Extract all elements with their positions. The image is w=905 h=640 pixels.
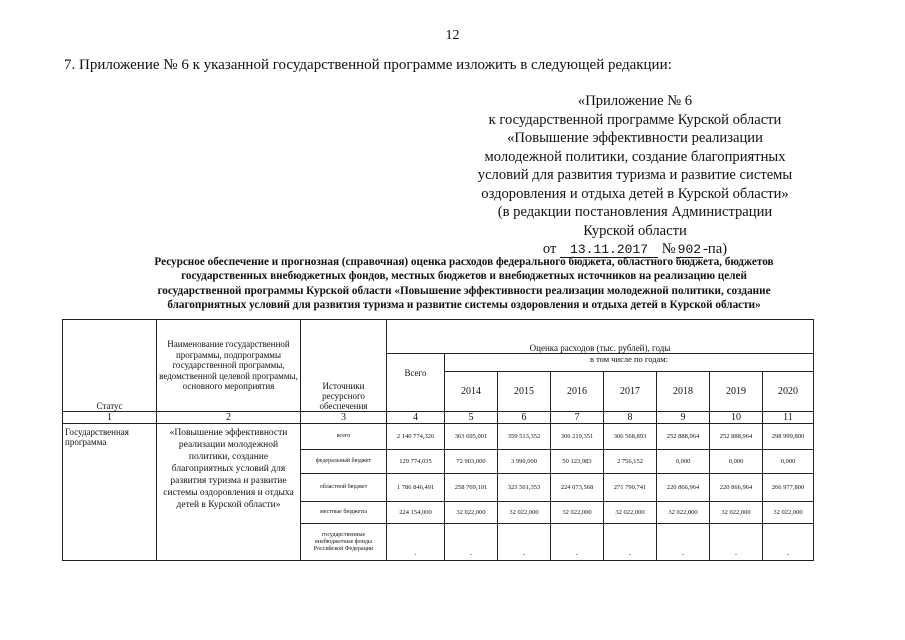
header-year: 2015 [498, 372, 551, 412]
value-cell: 323 501,353 [498, 474, 551, 502]
value-cell: 271 790,741 [604, 474, 657, 502]
annex-line: Курской области [583, 222, 687, 239]
value-cell: 363 695,001 [445, 424, 498, 450]
value-cell: - [551, 524, 604, 561]
value-cell: 3 990,000 [498, 450, 551, 474]
header-year: 2019 [710, 372, 763, 412]
value-cell: - [763, 524, 814, 561]
value-cell: 32 022,000 [551, 502, 604, 524]
value-cell: 359 513,352 [498, 424, 551, 450]
heading-line: Ресурсное обеспечение и прогнозная (справочная) оценка расходов федерального бюджета, областного бюджета, бюджетов [154, 256, 774, 268]
annex-line: оздоровления и отдыха детей в Курской области» [481, 185, 789, 202]
annex-line: «Приложение № 6 [577, 93, 693, 109]
value-cell: - [498, 524, 551, 561]
value-cell: 32 022,000 [657, 502, 710, 524]
value-cell: 72 903,000 [445, 450, 498, 474]
header-year: 2016 [551, 372, 604, 412]
annex-line: к государственной программе Курской области [488, 111, 782, 128]
value-cell: 32 022,000 [498, 502, 551, 524]
value-cell: 32 022,000 [604, 502, 657, 524]
column-number: 9 [657, 412, 710, 424]
header-year: 2014 [445, 372, 498, 412]
header-year: 2020 [763, 372, 814, 412]
annex-line: (в редакции постановления Администрации [497, 204, 773, 220]
value-cell: 0,000 [710, 450, 763, 474]
value-cell: - [387, 524, 445, 561]
header-estimate: Оценка расходов (тыс. рублей), годы [387, 320, 814, 354]
header-by-years: в том числе по годам: [445, 354, 814, 372]
resource-table [62, 319, 814, 561]
decree-date: 13.11.2017 [560, 242, 658, 258]
value-cell: 2 756,152 [604, 450, 657, 474]
value-cell: 224 154,000 [387, 502, 445, 524]
annex-line: молодежной политики, создание благоприятных [484, 148, 786, 165]
column-number: 7 [551, 412, 604, 424]
header-total: Всего [387, 354, 445, 412]
value-cell: 129 774,035 [387, 450, 445, 474]
column-number: 4 [387, 412, 445, 424]
status-cell: Государственная программа [63, 424, 157, 561]
column-number: 5 [445, 412, 498, 424]
value-cell: 306 568,893 [604, 424, 657, 450]
value-cell: 306 219,351 [551, 424, 604, 450]
value-cell: 252 888,964 [710, 424, 763, 450]
page-number: 12 [445, 28, 460, 43]
annex-line: условий для развития туризма и развитие системы [477, 167, 793, 183]
program-name-cell: «Повышение эффективности реализации молодежной политики, создание благоприятных условий для развития туризма и развитие системы оздоровления и отдыха детей в Курской области» [157, 424, 301, 561]
annex-line: «Повышение эффективности реализации [507, 130, 763, 146]
value-cell: 50 123,983 [551, 450, 604, 474]
value-cell: 32 022,000 [445, 502, 498, 524]
value-cell: 1 786 846,491 [387, 474, 445, 502]
source-cell: всего [301, 424, 387, 450]
column-number: 11 [763, 412, 814, 424]
source-cell: федеральный бюджет [301, 450, 387, 474]
number-prefix: № [661, 241, 676, 257]
header-year: 2017 [604, 372, 657, 412]
value-cell: - [445, 524, 498, 561]
value-cell: 2 140 774,326 [387, 424, 445, 450]
value-cell: 258 769,101 [445, 474, 498, 502]
column-number: 3 [301, 412, 387, 424]
source-cell: местные бюджеты [301, 502, 387, 524]
value-cell: - [710, 524, 763, 561]
number-suffix: -па) [703, 241, 728, 257]
value-cell: - [657, 524, 710, 561]
heading-line: государственной программы Курской области «Повышение эффективности реализации молодежной политики, создание [157, 284, 771, 297]
header-year: 2018 [657, 372, 710, 412]
value-cell: 224 073,568 [551, 474, 604, 502]
column-number: 8 [604, 412, 657, 424]
value-cell: 32 022,000 [763, 502, 814, 524]
header-status: Статус [63, 320, 157, 412]
decree-number: 902 [677, 242, 702, 257]
column-number: 6 [498, 412, 551, 424]
value-cell: - [604, 524, 657, 561]
value-cell: 298 999,800 [763, 424, 814, 450]
date-prefix: от [542, 241, 557, 257]
value-cell: 0,000 [657, 450, 710, 474]
heading-line: государственных внебюджетных фондов, местных бюджетов и внебюджетных источников на реализацию целей [181, 270, 747, 283]
value-cell: 266 977,800 [763, 474, 814, 502]
table-heading [64, 255, 864, 312]
value-cell: 0,000 [763, 450, 814, 474]
intro-paragraph: 7. Приложение № 6 к указанной государственной программе изложить в следующей редакции: [64, 57, 672, 73]
header-sources: Источники ресурсного обеспечения [301, 320, 387, 412]
value-cell: 252 888,964 [657, 424, 710, 450]
value-cell: 32 022,000 [710, 502, 763, 524]
table-row [63, 424, 814, 450]
column-number: 2 [157, 412, 301, 424]
source-cell: областной бюджет [301, 474, 387, 502]
header-name: Наименование государственной программы, подпрограммы государственной программы, ведомственной целевой программы, основного мероприятия [157, 320, 301, 412]
value-cell: 220 866,964 [710, 474, 763, 502]
heading-line: благоприятных условий для развития туризма и развитие системы оздоровления и отдыха детей в Курской области» [167, 298, 761, 311]
value-cell: 220 866,964 [657, 474, 710, 502]
source-cell: государственные внебюджетные фонды Российской Федерации [301, 524, 387, 561]
annex-block [440, 92, 830, 260]
column-number: 1 [63, 412, 157, 424]
column-number: 10 [710, 412, 763, 424]
